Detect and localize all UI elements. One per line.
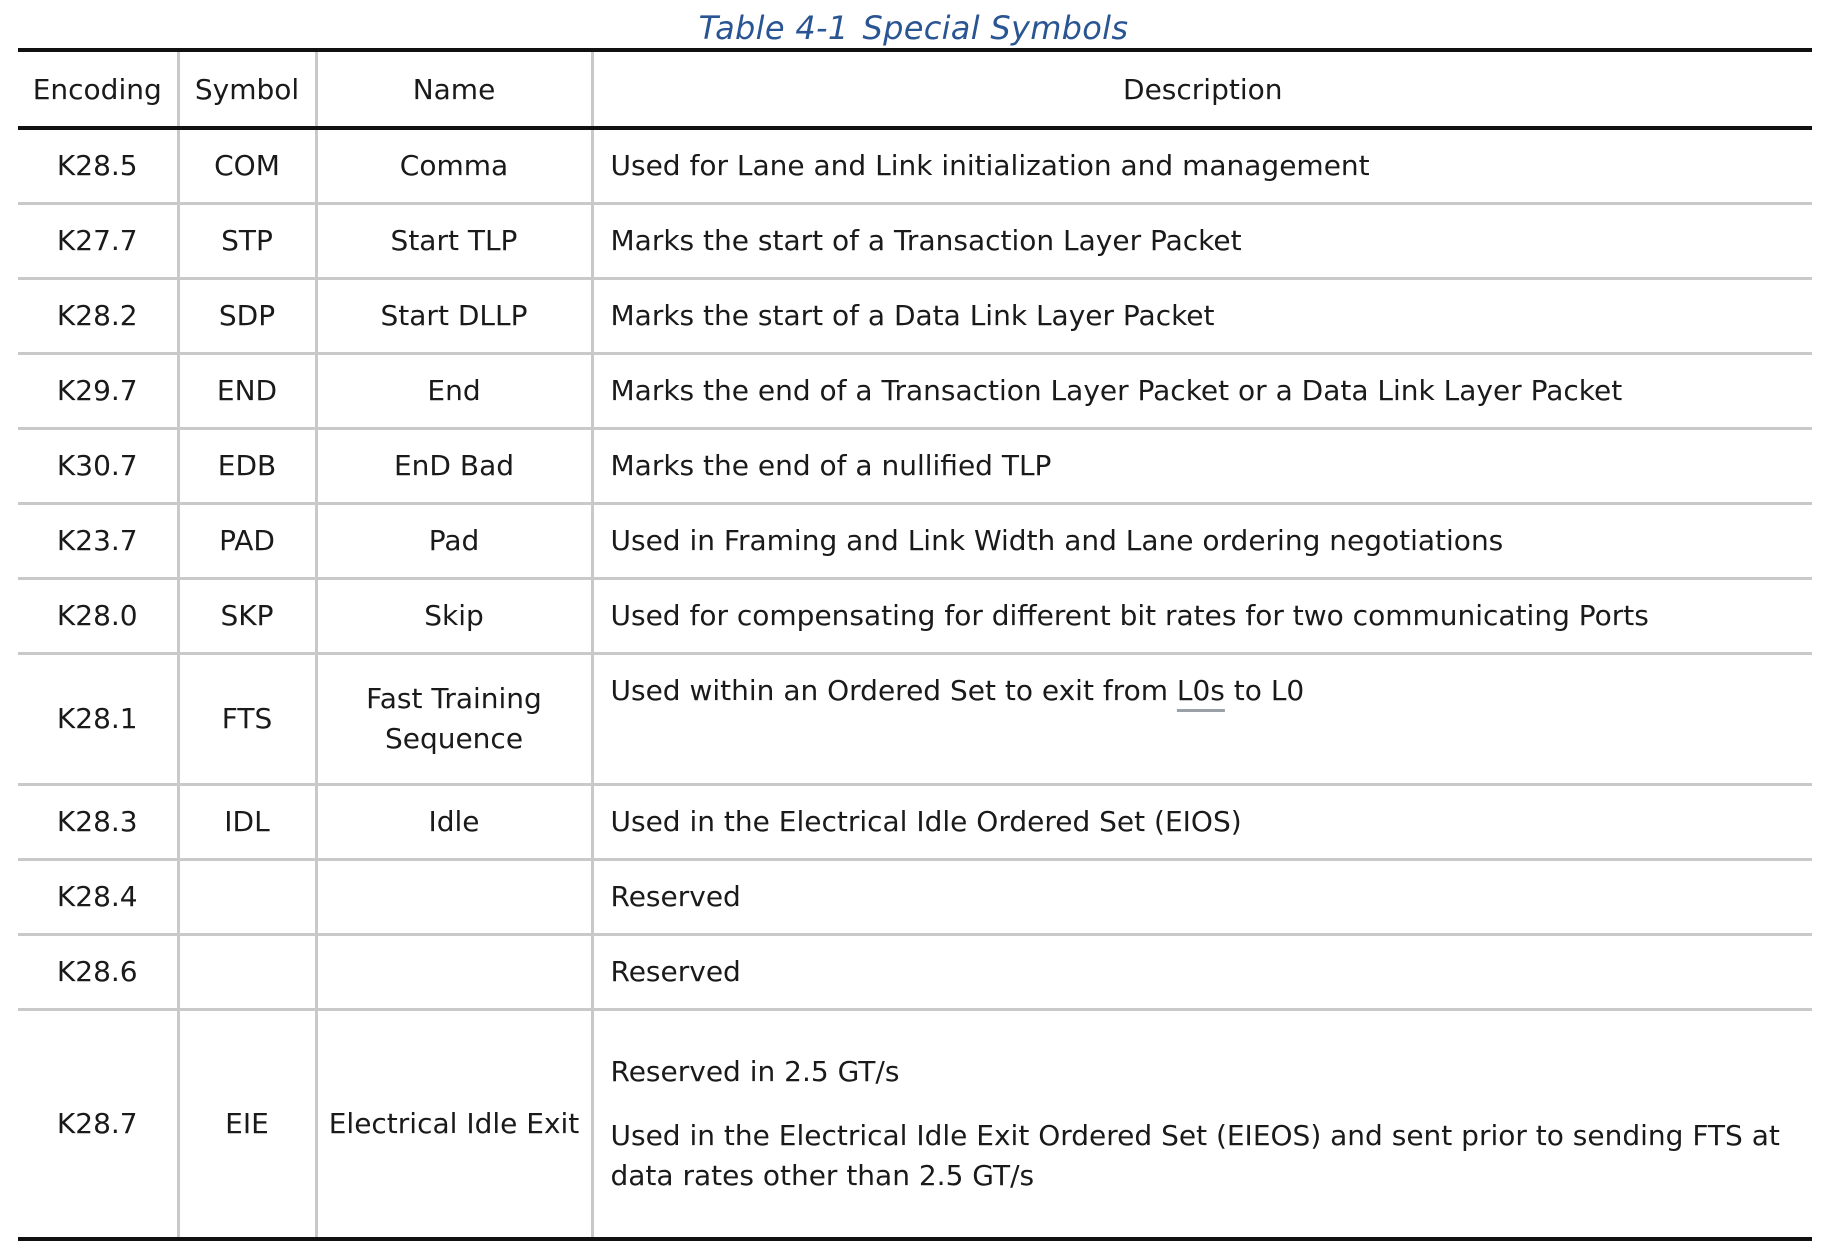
cell-name: EnD Bad (316, 429, 592, 504)
table-row (18, 279, 1812, 354)
cell-name: Idle (316, 785, 592, 860)
cell-name: Pad (316, 504, 592, 579)
cell-symbol (178, 860, 316, 935)
cell-name: Start TLP (316, 204, 592, 279)
header-name: Name (316, 50, 592, 128)
cell-description: Marks the end of a Transaction Layer Packet or a Data Link Layer Packet (592, 354, 1812, 429)
special-symbols-table (18, 48, 1812, 1241)
table-row (18, 654, 1812, 785)
table-row (18, 860, 1812, 935)
description-paragraph: Used in the Electrical Idle Exit Ordered Set (EIEOS) and sent prior to sending FTS at data rates other than 2.5 GT/s (610, 1119, 1780, 1192)
table-row (18, 1010, 1812, 1240)
cell-encoding: K23.7 (56, 524, 138, 557)
header-description: Description (592, 50, 1812, 128)
cell-encoding: K28.5 (56, 149, 138, 182)
table-row (18, 429, 1812, 504)
cell-name: Skip (316, 579, 592, 654)
cell-symbol: PAD (178, 504, 316, 579)
cell-symbol: COM (178, 128, 316, 204)
cell-description: Used in the Electrical Idle Ordered Set (EIOS) (592, 785, 1812, 860)
cell-encoding: K28.1 (56, 702, 138, 735)
cell-symbol: EDB (178, 429, 316, 504)
description-paragraph: Reserved in 2.5 GT/s (610, 1055, 900, 1088)
table-title: Special Symbols (862, 9, 1129, 47)
cell-name: Fast Training Sequence (316, 654, 592, 785)
cell-encoding: K28.2 (56, 299, 138, 332)
cell-encoding: K28.6 (56, 955, 138, 988)
description-text: to L0 (1224, 674, 1305, 707)
cell-description: Reserved (592, 860, 1812, 935)
cell-name (316, 935, 592, 1010)
cell-encoding: K28.0 (56, 599, 138, 632)
cell-encoding: K28.7 (56, 1107, 138, 1140)
cell-name: End (316, 354, 592, 429)
cell-description: Marks the start of a Transaction Layer Packet (592, 204, 1812, 279)
cell-symbol: SDP (178, 279, 316, 354)
cell-symbol: FTS (178, 654, 316, 785)
cell-name: Start DLLP (316, 279, 592, 354)
cell-encoding: K29.7 (56, 374, 138, 407)
cell-encoding: K30.7 (56, 449, 138, 482)
l0s-link[interactable]: L0s (1176, 674, 1225, 707)
header-row (18, 50, 1812, 128)
cell-encoding: K27.7 (56, 224, 138, 257)
cell-encoding: K28.4 (56, 880, 138, 913)
cell-name (316, 860, 592, 935)
cell-description: Marks the start of a Data Link Layer Packet (592, 279, 1812, 354)
table-row (18, 785, 1812, 860)
cell-description: Used for compensating for different bit rates for two communicating Ports (592, 579, 1812, 654)
cell-description: Reserved (592, 935, 1812, 1010)
cell-description (592, 1010, 1812, 1240)
cell-symbol: EIE (178, 1010, 316, 1240)
table-caption (0, 4, 1827, 52)
cell-symbol: SKP (178, 579, 316, 654)
cell-description: Used in Framing and Link Width and Lane ordering negotiations (592, 504, 1812, 579)
table-row (18, 128, 1812, 204)
table-number: Table 4-1 (698, 9, 849, 47)
cell-symbol: END (178, 354, 316, 429)
table-row (18, 354, 1812, 429)
cell-encoding: K28.3 (56, 805, 138, 838)
cell-symbol: IDL (178, 785, 316, 860)
cell-symbol (178, 935, 316, 1010)
table-row (18, 579, 1812, 654)
description-text: Used within an Ordered Set to exit from (610, 674, 1177, 707)
table-row (18, 504, 1812, 579)
cell-name: Electrical Idle Exit (316, 1010, 592, 1240)
cell-symbol: STP (178, 204, 316, 279)
header-symbol: Symbol (178, 50, 316, 128)
cell-name: Comma (316, 128, 592, 204)
header-encoding: Encoding (32, 72, 162, 106)
cell-description: Marks the end of a nullified TLP (592, 429, 1812, 504)
cell-description (592, 654, 1812, 785)
cell-description: Used for Lane and Link initialization and management (592, 128, 1812, 204)
table-row (18, 204, 1812, 279)
table-row (18, 935, 1812, 1010)
